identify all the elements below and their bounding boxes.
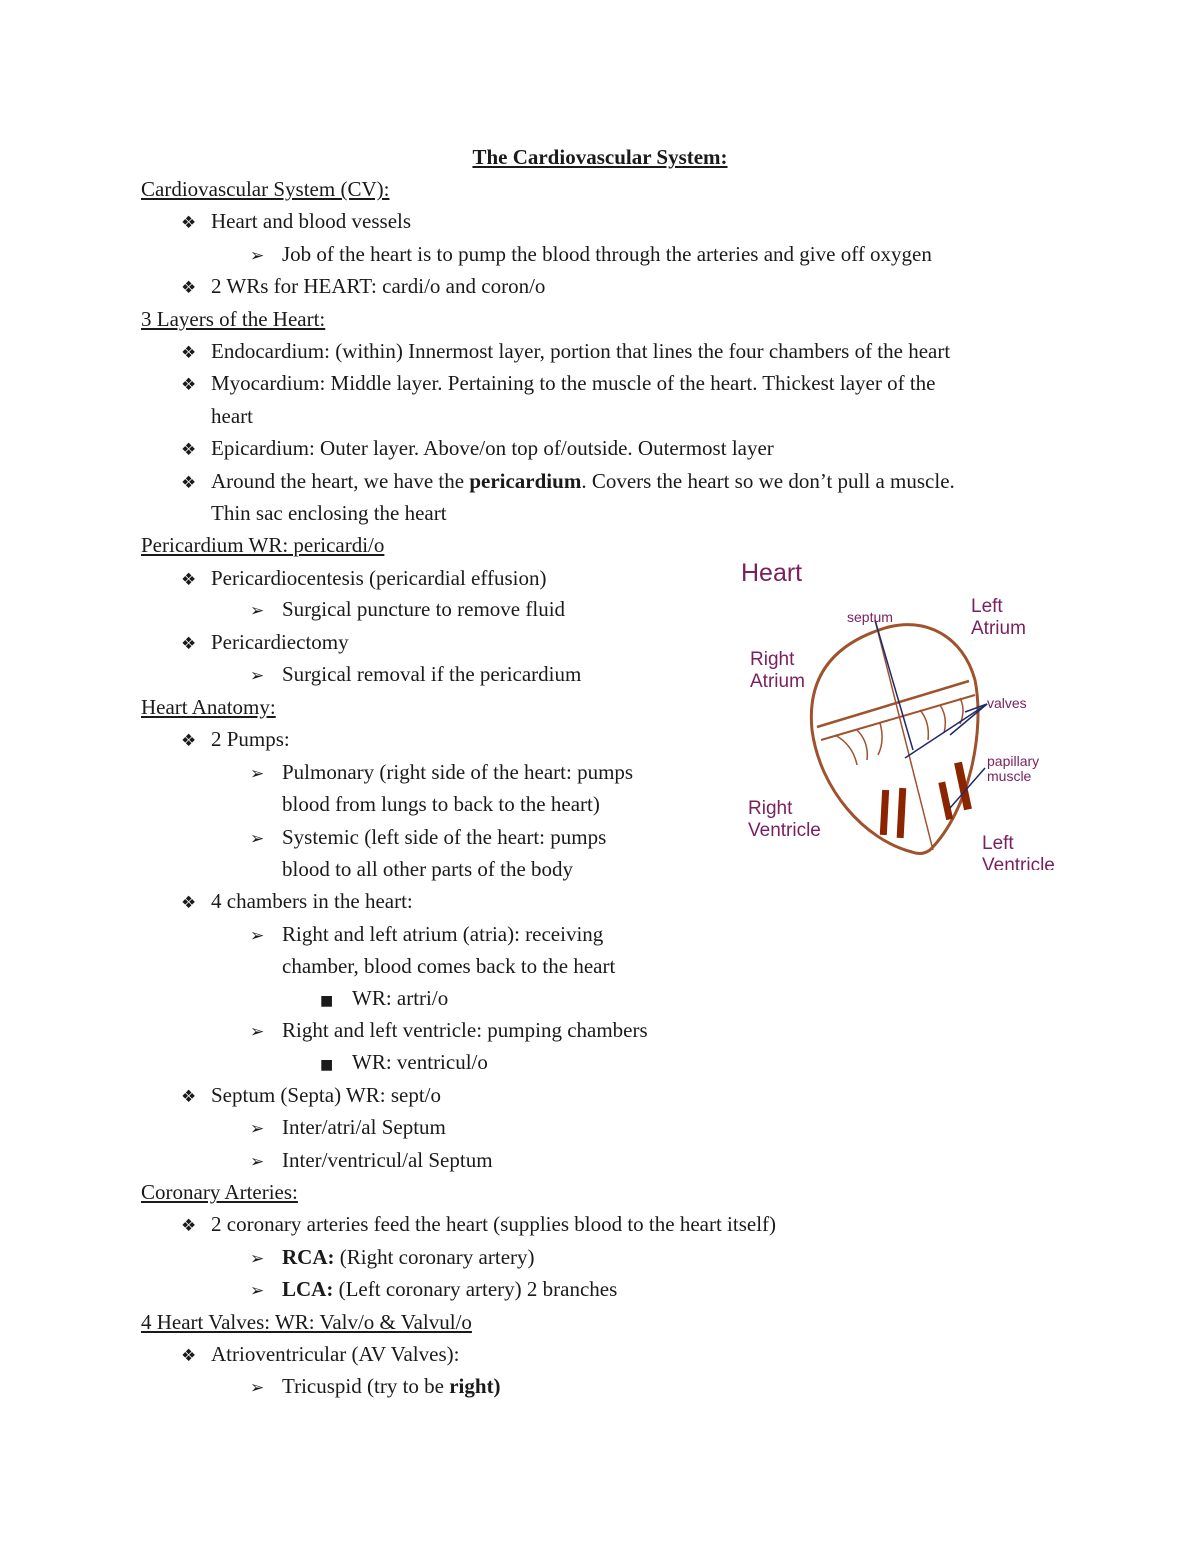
list-item — [181, 565, 546, 593]
arrow-bullet-icon: ➢ — [250, 1152, 265, 1172]
valve-cusps — [835, 698, 963, 765]
bold-term: pericardium — [469, 469, 582, 493]
arrow-bullet-icon: ➢ — [250, 1281, 265, 1301]
diamond-bullet-icon: ❖ — [181, 893, 197, 913]
list-item-text: 4 chambers in the heart: — [211, 889, 413, 913]
sub-list-item — [250, 1114, 446, 1142]
diagram-title: Heart — [741, 559, 803, 587]
list-item-continuation: Thin sac enclosing the heart — [211, 501, 447, 525]
third-level-item — [320, 1049, 488, 1078]
sub-list-item-text: Systemic (left side of the heart: pumps — [282, 825, 607, 849]
list-item-text: Pericardiocentesis (pericardial effusion) — [211, 566, 547, 590]
list-item — [181, 1211, 776, 1239]
sub-list-item — [250, 921, 603, 949]
arrow-bullet-icon: ➢ — [250, 666, 265, 686]
label-left-atrium: Left — [971, 596, 1003, 617]
list-item — [181, 370, 936, 398]
sub-list-item — [250, 759, 633, 787]
list-item-text: 2 Pumps: — [211, 727, 290, 751]
sub-list-item-continuation: chamber, blood comes back to the heart — [282, 954, 616, 978]
list-item-text: 2 coronary arteries feed the heart (supplies blood to the heart itself) — [211, 1212, 777, 1236]
label-right-ventricle: Right — [748, 798, 793, 819]
heart-outline — [811, 625, 978, 854]
diamond-bullet-icon: ❖ — [181, 1087, 197, 1107]
list-item — [181, 726, 290, 754]
label-right-atrium: Atrium — [750, 671, 805, 692]
sub-list-item-text: Surgical removal if the pericardium — [282, 662, 582, 686]
sub-list-item-text: Right and left atrium (atria): receiving — [282, 922, 604, 946]
label-septum: septum — [847, 609, 893, 625]
diamond-bullet-icon: ❖ — [181, 731, 197, 751]
sub-list-item — [250, 241, 932, 269]
sub-list-item-text: Inter/ventricul/al Septum — [282, 1148, 493, 1172]
sub-list-item-text: (Left coronary artery) 2 branches — [333, 1277, 618, 1301]
list-item-continuation: heart — [211, 404, 253, 428]
list-item-text: . Covers the heart so we don’t pull a muscle. — [581, 469, 955, 493]
bold-term: right) — [449, 1374, 501, 1398]
pointer-lines — [875, 620, 987, 808]
papillary-muscle — [897, 788, 907, 838]
section-heading-anatomy: Heart Anatomy: — [141, 695, 276, 719]
list-item — [181, 1341, 459, 1369]
arrow-bullet-icon: ➢ — [250, 926, 265, 946]
diamond-bullet-icon: ❖ — [181, 1346, 197, 1366]
list-item-text: Epicardium: Outer layer. Above/on top of/outside. Outermost layer — [211, 436, 774, 460]
label-right-atrium: Right — [750, 649, 795, 670]
sub-list-item — [250, 596, 565, 624]
sub-list-item — [250, 661, 581, 689]
list-item — [181, 338, 950, 366]
label-papillary-muscle: muscle — [987, 768, 1032, 784]
arrow-bullet-icon: ➢ — [250, 764, 265, 784]
third-level-item-text: WR: ventricul/o — [352, 1050, 488, 1074]
diamond-bullet-icon: ❖ — [181, 213, 197, 233]
diamond-bullet-icon: ❖ — [181, 343, 197, 363]
list-item-text: Atrioventricular (AV Valves): — [211, 1342, 460, 1366]
sub-list-item — [250, 1147, 493, 1175]
list-item — [181, 208, 411, 236]
section-heading-cv: Cardiovascular System (CV): — [141, 177, 390, 201]
heart-diagram — [735, 550, 1075, 870]
arrow-bullet-icon: ➢ — [250, 601, 265, 621]
sub-list-item — [250, 824, 606, 852]
arrow-bullet-icon: ➢ — [250, 1119, 265, 1139]
arrow-bullet-icon: ➢ — [250, 1249, 265, 1269]
list-item-text: Pericardiectomy — [211, 630, 349, 654]
list-item-text: Septum (Septa) WR: sept/o — [211, 1083, 442, 1107]
arrow-bullet-icon: ➢ — [250, 829, 265, 849]
sub-list-item-text: (Right coronary artery) — [334, 1245, 535, 1269]
diamond-bullet-icon: ❖ — [181, 440, 197, 460]
list-item — [181, 468, 955, 496]
sub-list-item-text: Pulmonary (right side of the heart: pumps — [282, 760, 634, 784]
square-bullet-icon: ■ — [320, 1057, 334, 1073]
section-heading-pericardium: Pericardium WR: pericardi/o — [141, 533, 385, 557]
label-valves: valves — [987, 695, 1027, 711]
sub-list-item-text: Inter/atri/al Septum — [282, 1115, 446, 1139]
sub-list-item — [250, 1244, 535, 1272]
sub-list-item-text: Tricuspid (try to be — [282, 1374, 450, 1398]
sub-list-item-continuation: blood from lungs to back to the heart) — [282, 792, 600, 816]
document-title: The Cardiovascular System: — [472, 145, 728, 169]
bold-term: LCA: — [282, 1277, 334, 1301]
label-left-ventricle: Left — [982, 833, 1014, 854]
arrow-bullet-icon: ➢ — [250, 1022, 265, 1042]
sub-list-item — [250, 1373, 501, 1401]
diamond-bullet-icon: ❖ — [181, 375, 197, 395]
label-left-atrium: Atrium — [971, 618, 1026, 639]
diamond-bullet-icon: ❖ — [181, 570, 197, 590]
list-item — [181, 1082, 441, 1110]
sub-list-item — [250, 1017, 648, 1045]
list-item-text: Around the heart, we have the — [211, 469, 470, 493]
section-heading-coronary: Coronary Arteries: — [141, 1180, 298, 1204]
diamond-bullet-icon: ❖ — [181, 473, 197, 493]
sub-list-item-text: Job of the heart is to pump the blood through the arteries and give off oxygen — [282, 242, 932, 266]
list-item-text: 2 WRs for HEART: cardi/o and coron/o — [211, 274, 546, 298]
diamond-bullet-icon: ❖ — [181, 1216, 197, 1236]
list-item-text: Endocardium: (within) Innermost layer, portion that lines the four chambers of the heart — [211, 339, 951, 363]
list-item — [181, 629, 349, 657]
third-level-item-text: WR: artri/o — [352, 986, 449, 1010]
arrow-bullet-icon: ➢ — [250, 1378, 265, 1398]
section-heading-layers: 3 Layers of the Heart: — [141, 307, 326, 331]
label-right-ventricle: Ventricle — [748, 820, 821, 841]
list-item-text: Heart and blood vessels — [211, 209, 412, 233]
diamond-bullet-icon: ❖ — [181, 278, 197, 298]
list-item — [181, 273, 545, 301]
label-left-ventricle: Ventricle — [982, 855, 1055, 870]
sub-list-item-text: Right and left ventricle: pumping chambers — [282, 1018, 648, 1042]
section-heading-valves: 4 Heart Valves: WR: Valv/o & Valvul/o — [141, 1310, 472, 1334]
third-level-item — [320, 985, 448, 1014]
square-bullet-icon: ■ — [320, 993, 334, 1009]
label-papillary-muscle: papillary — [987, 753, 1040, 769]
list-item — [181, 435, 774, 463]
sub-list-item — [250, 1276, 617, 1304]
papillary-muscle — [938, 782, 953, 821]
list-item-text: Myocardium: Middle layer. Pertaining to the muscle of the heart. Thickest layer of the — [211, 371, 936, 395]
papillary-muscle — [880, 790, 889, 835]
arrow-bullet-icon: ➢ — [250, 246, 265, 266]
sub-list-item-text: Surgical puncture to remove fluid — [282, 597, 566, 621]
diamond-bullet-icon: ❖ — [181, 634, 197, 654]
bold-term: RCA: — [282, 1245, 335, 1269]
list-item — [181, 888, 413, 916]
sub-list-item-continuation: blood to all other parts of the body — [282, 857, 574, 881]
